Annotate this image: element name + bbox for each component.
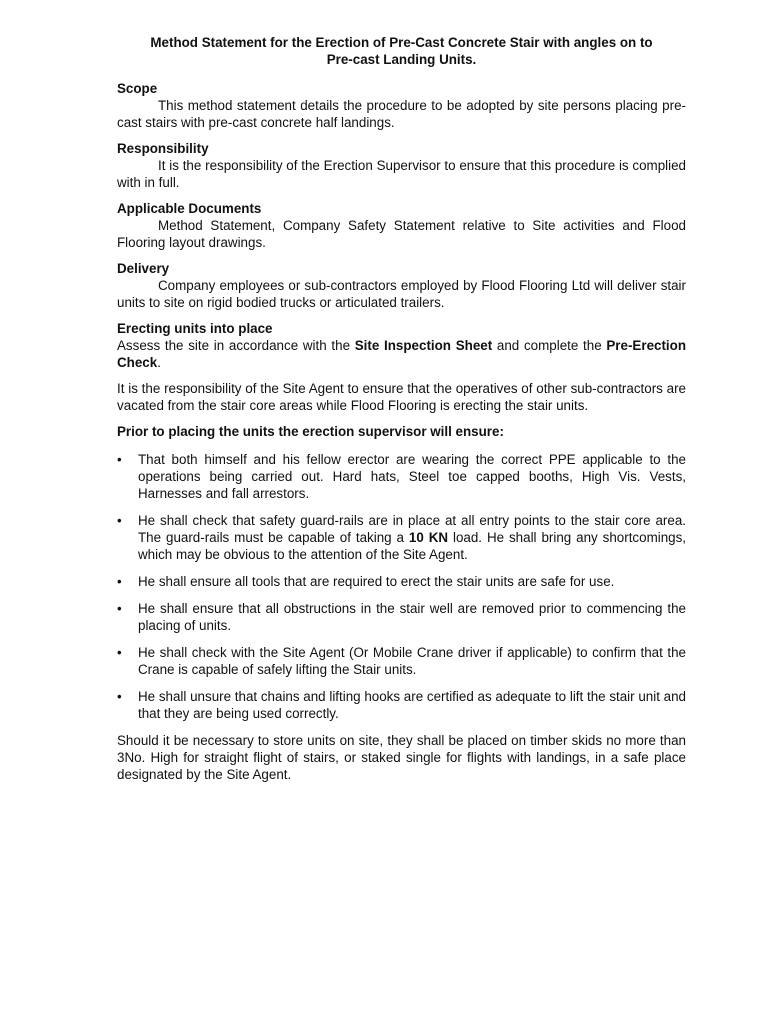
bullet-icon: • — [117, 574, 122, 589]
prior-heading: Prior to placing the units the erection supervisor will ensure: — [117, 424, 504, 439]
assess-prefix: Assess the site in accordance with the — [117, 338, 355, 353]
scope-text: This method statement details the procedure to be adopted by site persons placing pre-cast stairs with pre-cast concrete half landings. — [117, 98, 686, 130]
list-item-text: He shall unsure that chains and lifting hooks are certified as adequate to lift the stair unit and that they are being used correctly. — [138, 689, 686, 721]
applicable-documents-heading: Applicable Documents — [117, 201, 262, 216]
list-item-text — [138, 512, 686, 563]
responsibility-section — [117, 140, 686, 191]
bullet-icon: • — [117, 452, 122, 467]
erecting-section — [117, 320, 686, 414]
pre-erection-check-ref: Pre-Erection Check — [117, 338, 686, 370]
list-item — [117, 644, 686, 678]
load-rating: 10 KN — [408, 530, 449, 545]
prior-checklist — [117, 451, 686, 722]
bullet-icon: • — [117, 645, 122, 660]
list-item — [117, 573, 686, 590]
assess-middle: and complete the — [492, 338, 607, 353]
delivery-section — [117, 260, 686, 311]
guard-rails-suffix: load. He shall bring any shortcomings, which may be obvious to the attention of the Site Agent. — [138, 530, 687, 562]
scope-heading: Scope — [117, 81, 158, 96]
delivery-heading: Delivery — [117, 261, 170, 276]
list-item-text: That both himself and his fellow erector are wearing the correct PPE applicable to the operations being carried out. Hard hats, Steel toe capped booths, High Vis. Vests, Harnesses and fall arrestors. — [138, 452, 686, 501]
bullet-icon: • — [117, 601, 122, 616]
list-item — [117, 600, 686, 634]
assess-suffix: . — [157, 355, 161, 370]
applicable-documents-text: Method Statement, Company Safety Statement relative to Site activities and Flood Flooring layout drawings. — [117, 218, 686, 250]
list-item — [117, 512, 686, 563]
list-item — [117, 688, 686, 722]
site-agent-paragraph: It is the responsibility of the Site Agent to ensure that the operatives of other sub-contractors are vacated from the stair core areas while Flood Flooring is erecting the stair units. — [117, 381, 686, 413]
scope-section — [117, 80, 686, 131]
storage-paragraph: Should it be necessary to store units on site, they shall be placed on timber skids no more than 3No. High for straight flight of stairs, or staked single for flights with landings, in a safe place designated by the Site Agent. — [117, 733, 686, 782]
list-item — [117, 451, 686, 502]
list-item-text: He shall ensure that all obstructions in the stair well are removed prior to commencing the placing of units. — [138, 601, 686, 633]
document-title — [117, 34, 686, 68]
erecting-heading: Erecting units into place — [117, 321, 273, 336]
responsibility-heading: Responsibility — [117, 141, 209, 156]
prior-section — [117, 423, 686, 783]
site-inspection-sheet-ref: Site Inspection Sheet — [354, 338, 493, 353]
bullet-icon: • — [117, 513, 122, 528]
guard-rails-prefix: He shall check that safety guard-rails are in place at all entry points to the stair core area. The guard-rails must be capable of taking a — [138, 513, 686, 545]
responsibility-text: It is the responsibility of the Erection Supervisor to ensure that this procedure is complied with in full. — [117, 158, 686, 190]
bullet-icon: • — [117, 689, 122, 704]
assess-site-paragraph — [117, 337, 686, 371]
list-item-text: He shall ensure all tools that are required to erect the stair units are safe for use. — [138, 574, 615, 589]
document-title-line-2: Pre-cast Landing Units. — [326, 52, 477, 67]
list-item-text: He shall check with the Site Agent (Or Mobile Crane driver if applicable) to confirm that the Crane is capable of safely lifting the Stair units. — [138, 645, 686, 677]
applicable-documents-section — [117, 200, 686, 251]
document-title-line-1: Method Statement for the Erection of Pre-Cast Concrete Stair with angles on to — [150, 35, 653, 50]
delivery-text: Company employees or sub-contractors employed by Flood Flooring Ltd will deliver stair units to site on rigid bodied trucks or articulated trailers. — [117, 278, 686, 310]
